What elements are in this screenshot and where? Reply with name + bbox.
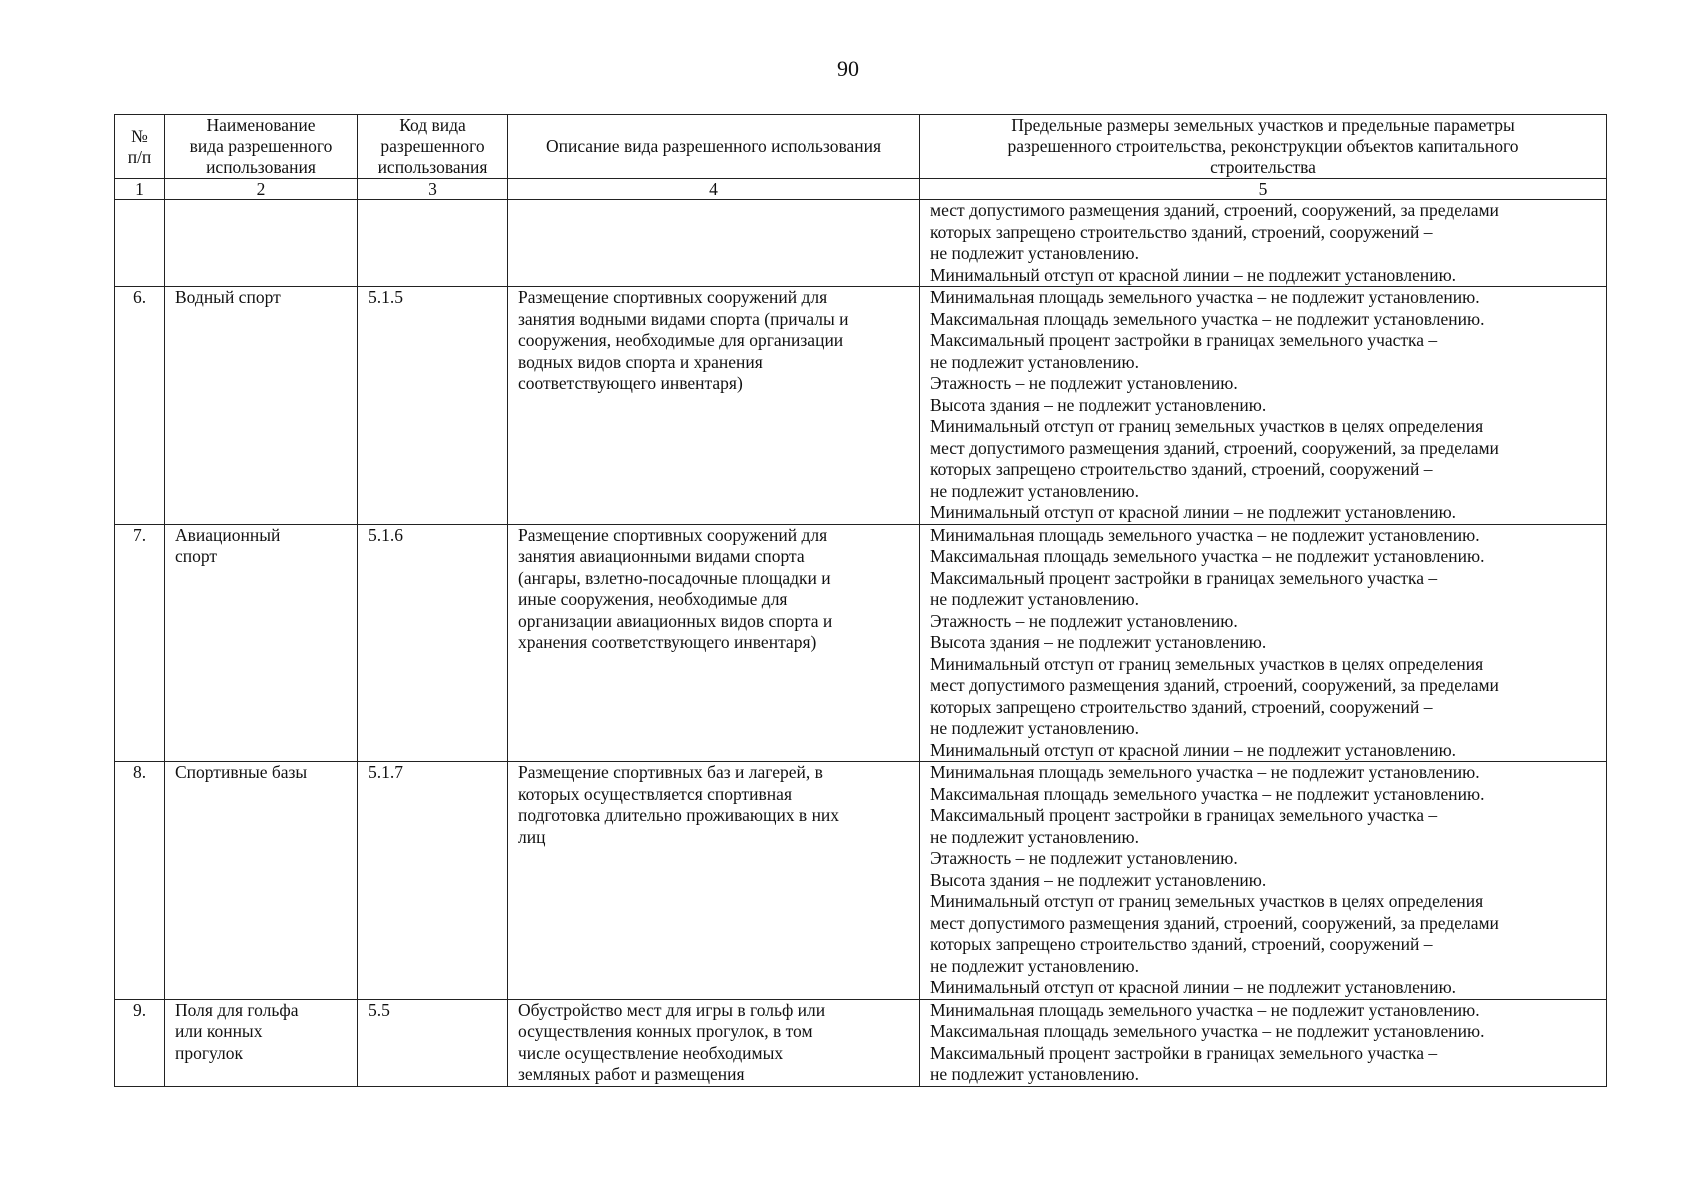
parameter-line: Минимальный отступ от границ земельных участков в целях определения [930, 653, 1484, 674]
parameter-line: Минимальный отступ от красной линии – не подлежит установлению. [930, 977, 1457, 997]
use-parameters [920, 524, 1607, 762]
parameter-line: Минимальный отступ от границ земельных участков в целях определения [930, 416, 1484, 436]
description-line: подготовка длительно проживающих в них [518, 805, 840, 825]
land-use-table [114, 114, 1607, 1087]
use-parameters [920, 200, 1607, 287]
description-line: организации авиационных видов спорта и [518, 610, 833, 631]
parameter-line: Минимальная площадь земельного участка – не подлежит установлению. [930, 524, 1480, 545]
parameter-line: Максимальная площадь земельного участка – не подлежит установлению. [930, 546, 1485, 566]
column-number: 3 [358, 179, 508, 200]
description-line: земляных работ и размещения [518, 1064, 745, 1084]
parameter-line: Этажность – не подлежит установлению. [930, 848, 1238, 868]
use-name [165, 200, 358, 287]
parameter-line: которых запрещено строительство зданий, строений, сооружений – [930, 221, 1433, 242]
parameter-line: Минимальный отступ от границ земельных участков в целях определения [930, 891, 1484, 911]
column-number: 5 [920, 179, 1607, 200]
header-cell-description: Описание вида разрешенного использования [508, 115, 920, 179]
description-line: (ангары, взлетно-посадочные площадки и [518, 567, 831, 588]
description-line: осуществления конных прогулок, в том [518, 1021, 813, 1041]
parameter-line: Максимальный процент застройки в границах земельного участка – [930, 567, 1438, 588]
parameter-line: Максимальная площадь земельного участка – не подлежит установлению. [930, 308, 1485, 329]
use-name-line: Водный спорт [175, 287, 281, 307]
parameter-line: Максимальный процент застройки в границах земельного участка – [930, 805, 1438, 825]
parameter-line: не подлежит установлению. [930, 243, 1139, 263]
parameter-line: Минимальный отступ от красной линии – не подлежит установлению. [930, 502, 1457, 522]
use-description [508, 200, 920, 287]
parameter-line: мест допустимого размещения зданий, строений, сооружений, за пределами [930, 675, 1499, 695]
use-name-line: прогулок [175, 1042, 244, 1063]
row-number: 8. [115, 762, 165, 1000]
description-line: соответствующего инвентаря) [518, 373, 743, 393]
header-cell-code: Код вида разрешенного использования [358, 115, 508, 179]
parameter-line: Этажность – не подлежит установлению. [930, 373, 1238, 393]
table-row [115, 287, 1607, 525]
parameter-line: Максимальный процент застройки в границах земельного участка – [930, 330, 1438, 350]
use-name [165, 999, 358, 1086]
use-name-line: или конных [175, 1021, 263, 1041]
parameter-line: Этажность – не подлежит установлению. [930, 610, 1238, 631]
description-line: иные сооружения, необходимые для [518, 589, 788, 609]
column-number: 4 [508, 179, 920, 200]
table-row [115, 999, 1607, 1086]
parameter-line: Минимальный отступ от красной линии – не подлежит установлению. [930, 264, 1457, 285]
parameter-line: Минимальный отступ от красной линии – не подлежит установлению. [930, 739, 1457, 760]
parameter-line: не подлежит установлению. [930, 1064, 1139, 1084]
parameter-line: которых запрещено строительство зданий, строений, сооружений – [930, 696, 1433, 717]
column-number: 2 [165, 179, 358, 200]
table-row [115, 762, 1607, 1000]
description-line: Размещение спортивных сооружений для [518, 287, 828, 307]
row-number: 6. [115, 287, 165, 525]
parameter-line: мест допустимого размещения зданий, строений, сооружений, за пределами [930, 437, 1499, 458]
parameter-line: которых запрещено строительство зданий, строений, сооружений – [930, 934, 1433, 954]
use-description [508, 762, 920, 1000]
description-line: занятия авиационными видами спорта [518, 546, 805, 566]
parameter-line: мест допустимого размещения зданий, строений, сооружений, за пределами [930, 200, 1499, 220]
use-description [508, 999, 920, 1086]
column-number: 1 [115, 179, 165, 200]
row-number [115, 200, 165, 287]
parameter-line: не подлежит установлению. [930, 589, 1139, 609]
parameter-line: Максимальная площадь земельного участка – не подлежит установлению. [930, 783, 1485, 804]
use-name [165, 287, 358, 525]
parameter-line: Высота здания – не подлежит установлению. [930, 394, 1267, 415]
use-name [165, 762, 358, 1000]
parameter-line: Минимальная площадь земельного участка – не подлежит установлению. [930, 287, 1480, 307]
parameter-line: мест допустимого размещения зданий, строений, сооружений, за пределами [930, 912, 1499, 933]
use-code: 5.5 [358, 999, 508, 1086]
parameter-line: Максимальный процент застройки в границах земельного участка – [930, 1042, 1438, 1063]
use-name-line: Авиационный [175, 524, 281, 545]
parameter-line: не подлежит установлению. [930, 718, 1139, 738]
description-line: Обустройство мест для игры в гольф или [518, 999, 826, 1020]
parameter-line: Максимальная площадь земельного участка – не подлежит установлению. [930, 1021, 1485, 1041]
table-header-row [115, 115, 1607, 179]
description-line: которых осуществляется спортивная [518, 783, 792, 804]
parameter-line: не подлежит установлению. [930, 826, 1139, 847]
use-name-line: Спортивные базы [175, 762, 308, 782]
column-numbers-row [115, 179, 1607, 200]
use-parameters [920, 762, 1607, 1000]
description-line: Размещение спортивных баз и лагерей, в [518, 762, 823, 782]
description-line: числе осуществление необходимых [518, 1042, 784, 1063]
description-line: лиц [518, 826, 546, 847]
parameter-line: не подлежит установлению. [930, 351, 1139, 372]
parameter-line: Минимальная площадь земельного участка – не подлежит установлению. [930, 762, 1480, 782]
description-line: сооружения, необходимые для организации [518, 330, 844, 350]
use-code: 5.1.7 [358, 762, 508, 1000]
header-cell-params: Предельные размеры земельных участков и предельные параметры разрешенного строительства, реконструкции объектов капитального строительства [920, 115, 1607, 179]
use-code: 5.1.6 [358, 524, 508, 762]
use-code [358, 200, 508, 287]
description-line: хранения соответствующего инвентаря) [518, 632, 817, 652]
parameter-line: Минимальная площадь земельного участка – не подлежит установлению. [930, 999, 1480, 1020]
use-code: 5.1.5 [358, 287, 508, 525]
row-number: 9. [115, 999, 165, 1086]
parameter-line: Высота здания – не подлежит установлению. [930, 869, 1267, 890]
use-name-line: Поля для гольфа [175, 999, 299, 1020]
parameter-line: не подлежит установлению. [930, 480, 1139, 501]
description-line: занятия водными видами спорта (причалы и [518, 308, 849, 329]
table-body [115, 200, 1607, 1087]
parameter-line: не подлежит установлению. [930, 955, 1139, 976]
table-row [115, 524, 1607, 762]
description-line: водных видов спорта и хранения [518, 351, 763, 372]
table-row [115, 200, 1607, 287]
row-number: 7. [115, 524, 165, 762]
header-cell-name: Наименование вида разрешенного использования [165, 115, 358, 179]
use-parameters [920, 287, 1607, 525]
use-name-line: спорт [175, 546, 218, 566]
page-number: 90 [837, 56, 859, 81]
header-cell-number: № п/п [115, 115, 165, 179]
description-line: Размещение спортивных сооружений для [518, 524, 828, 545]
use-description [508, 524, 920, 762]
use-description [508, 287, 920, 525]
use-parameters [920, 999, 1607, 1086]
parameter-line: которых запрещено строительство зданий, строений, сооружений – [930, 459, 1433, 479]
parameter-line: Высота здания – не подлежит установлению. [930, 632, 1267, 652]
use-name [165, 524, 358, 762]
